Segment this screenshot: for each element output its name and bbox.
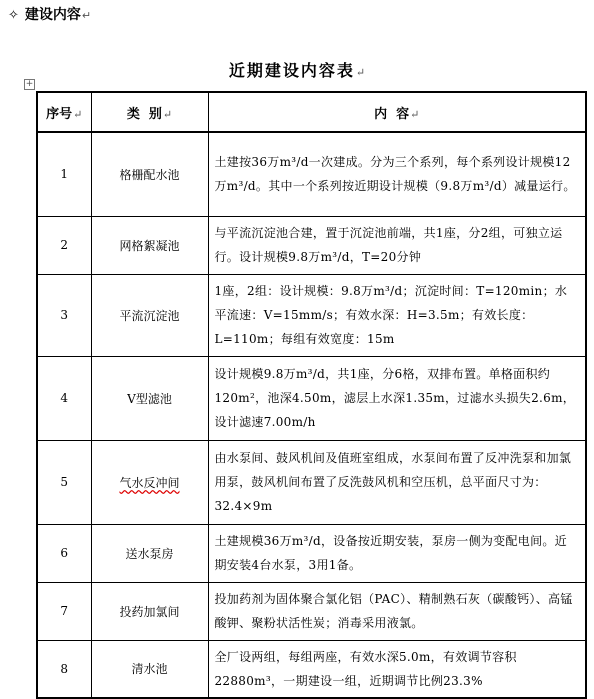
table-row <box>37 216 586 274</box>
row-number: 5 <box>37 440 91 524</box>
table-title-text: 近期建设内容表 <box>228 61 355 80</box>
table-row <box>37 582 586 640</box>
row-number: 3 <box>37 274 91 356</box>
table-row <box>37 274 586 356</box>
row-content: 全厂设两组，每组两座，有效水深5.0m，有效调节容积22880m³，一期建设一组，近期调节比例23.3% <box>208 640 586 698</box>
table-row <box>37 132 586 216</box>
row-number: 6 <box>37 524 91 582</box>
table-row <box>37 356 586 440</box>
row-category: 格栅配水池 <box>91 132 208 216</box>
row-number: 8 <box>37 640 91 698</box>
row-category: 送水泵房 <box>91 524 208 582</box>
table-header-row <box>37 92 586 132</box>
row-content: 投加药剂为固体聚合氯化铝（PAC）、精制熟石灰（碳酸钙）、高锰酸钾、聚粉状活性炭；消毒采用液氯。 <box>208 582 586 640</box>
header-serial-number: 序号↵ <box>37 92 91 132</box>
table-row <box>37 524 586 582</box>
table-move-handle-icon[interactable]: + <box>25 79 34 89</box>
row-content: 1座，2组：设计规模：9.8万m³/d；沉淀时间：T=120min；水平流速：V=15mm/s；有效水深：H=3.5m；有效长度：L=110m；每组有效宽度：15m <box>208 274 586 356</box>
row-content: 由水泵间、鼓风机间及值班室组成，水泵间布置了反冲洗泵和加氯用泵，鼓风机间布置了反洗鼓风机和空压机，总平面尺寸为：32.4×9m <box>208 440 586 524</box>
row-category: 平流沉淀池 <box>91 274 208 356</box>
row-content: 土建规模36万m³/d，设备按近期安装，泵房一侧为变配电间。近期安装4台水泵，3用1备。 <box>208 524 586 582</box>
section-heading <box>8 4 91 27</box>
row-number: 7 <box>37 582 91 640</box>
table-title <box>0 58 594 81</box>
row-category: 网格絮凝池 <box>91 216 208 274</box>
row-content: 设计规模9.8万m³/d，共1座，分6格，双排布置。单格面积约120m²，池深4.50m，滤层上水深1.35m，过滤水头损失2.6m，设计滤速7.00m/h <box>208 356 586 440</box>
row-category <box>91 440 208 524</box>
header-content: 内 容↵ <box>208 92 586 132</box>
diamond-bullet-icon: ✧ <box>8 8 19 23</box>
row-content: 土建按36万m³/d一次建成。分为三个系列，每个系列设计规模12万m³/d。其中一个系列按近期设计规模（9.8万m³/d）减量运行。 <box>208 132 586 216</box>
table-row <box>37 640 586 698</box>
row-category: 清水池 <box>91 640 208 698</box>
table-row <box>37 440 586 524</box>
paragraph-mark-icon: ↵ <box>81 9 92 22</box>
paragraph-mark-icon: ↵ <box>355 66 366 79</box>
row-number: 4 <box>37 356 91 440</box>
construction-content-table <box>36 91 587 699</box>
section-heading-text: 建设内容 <box>24 7 81 23</box>
header-category: 类 别↵ <box>91 92 208 132</box>
row-number: 1 <box>37 132 91 216</box>
table-body <box>37 132 586 698</box>
row-content: 与平流沉淀池合建，置于沉淀池前端，共1座，分2组，可独立运行。设计规模9.8万m³/d，T=20分钟 <box>208 216 586 274</box>
row-number: 2 <box>37 216 91 274</box>
spellcheck-category: 气水反冲间 <box>119 475 180 490</box>
row-category: V型滤池 <box>91 356 208 440</box>
row-category: 投药加氯间 <box>91 582 208 640</box>
